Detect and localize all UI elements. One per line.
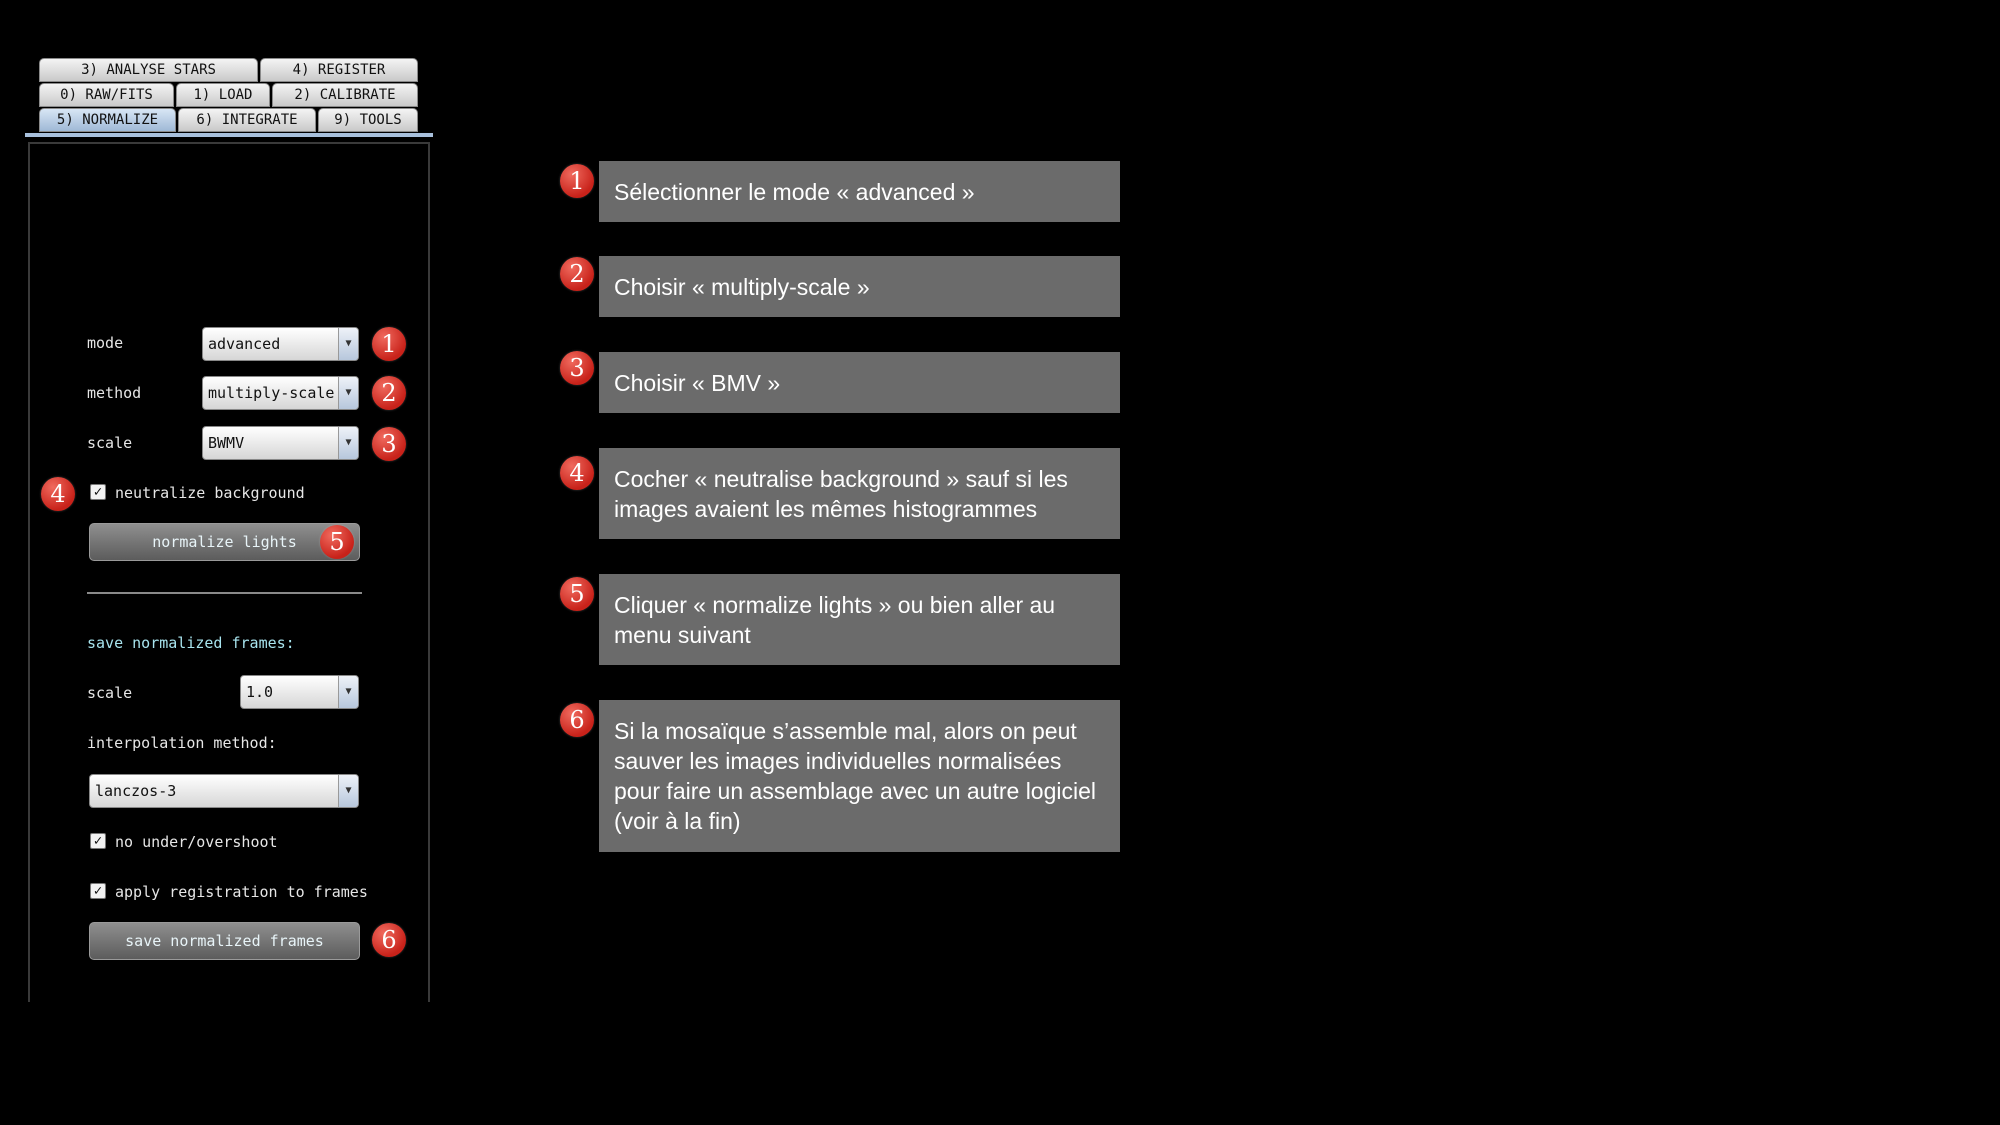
tab-bar-underline — [25, 133, 433, 137]
instruction-1 — [599, 161, 1120, 222]
instruction-badge-3: 3 — [560, 351, 594, 385]
normalize-panel — [28, 142, 430, 1002]
method-label: method — [87, 384, 142, 402]
step-badge-6: 6 — [372, 923, 406, 957]
step-badge-3: 3 — [372, 427, 406, 461]
no-overshoot-label: no under/overshoot — [115, 833, 278, 851]
instruction-2-text: Choisir « multiply-scale » — [614, 273, 870, 300]
separator — [87, 592, 362, 594]
step-badge-2: 2 — [372, 376, 406, 410]
interpolation-method-label: interpolation method: — [87, 734, 277, 752]
mode-select-value: advanced — [208, 335, 281, 353]
save-normalized-heading: save normalized frames: — [87, 634, 295, 652]
chevron-down-icon: ▼ — [338, 427, 358, 459]
chevron-down-icon: ▼ — [338, 328, 358, 360]
step-badge-1: 1 — [372, 327, 406, 361]
mode-label: mode — [87, 334, 124, 352]
save-scale-select[interactable] — [240, 675, 359, 709]
chevron-down-icon: ▼ — [338, 676, 358, 708]
instruction-badge-1: 1 — [560, 164, 594, 198]
instruction-5 — [599, 574, 1120, 665]
save-scale-label: scale — [87, 684, 133, 702]
interpolation-method-select[interactable] — [89, 774, 359, 808]
step-badge-4: 4 — [41, 477, 75, 511]
tab-integrate[interactable]: 6) INTEGRATE — [178, 108, 316, 132]
mode-select[interactable] — [202, 327, 359, 361]
tab-tools[interactable]: 9) TOOLS — [318, 108, 418, 132]
chevron-down-icon: ▼ — [338, 775, 358, 807]
chevron-down-icon: ▼ — [338, 377, 358, 409]
method-select-value: multiply-scale — [208, 384, 335, 402]
no-overshoot-checkbox[interactable]: ✓ — [90, 833, 106, 849]
scale-select[interactable] — [202, 426, 359, 460]
normalize-lights-button-label: normalize lights — [152, 533, 297, 551]
tab-analyse-stars[interactable]: 3) ANALYSE STARS — [39, 58, 258, 82]
neutralize-background-label: neutralize background — [115, 484, 305, 502]
instruction-6 — [599, 700, 1120, 852]
interpolation-method-select-value: lanczos-3 — [95, 782, 177, 800]
scale-label: scale — [87, 434, 133, 452]
instruction-6-text: Si la mosaïque s’assemble mal, alors on peut sauver les images individuelles normalisées pour faire un assemblage avec un autre logiciel (voir à la fin) — [614, 718, 1097, 834]
step-badge-5: 5 — [320, 525, 354, 559]
apply-registration-label: apply registration to frames — [115, 883, 368, 901]
instruction-5-text: Cliquer « normalize lights » ou bien aller au menu suivant — [614, 591, 1056, 648]
instruction-3 — [599, 352, 1120, 413]
method-select[interactable] — [202, 376, 359, 410]
instruction-4 — [599, 448, 1120, 539]
neutralize-background-checkbox[interactable]: ✓ — [90, 484, 106, 500]
instruction-4-text: Cocher « neutralise background » sauf si les images avaient les mêmes histogrammes — [614, 465, 1068, 522]
save-normalized-frames-button-label: save normalized frames — [125, 932, 324, 950]
tab-normalize[interactable]: 5) NORMALIZE — [39, 108, 176, 132]
instruction-badge-4: 4 — [560, 456, 594, 490]
tab-calibrate[interactable]: 2) CALIBRATE — [272, 83, 418, 107]
instruction-1-text: Sélectionner le mode « advanced » — [614, 178, 975, 205]
instruction-3-text: Choisir « BMV » — [614, 369, 781, 396]
apply-registration-checkbox[interactable]: ✓ — [90, 883, 106, 899]
save-scale-select-value: 1.0 — [246, 683, 274, 701]
tab-load[interactable]: 1) LOAD — [176, 83, 270, 107]
tab-register[interactable]: 4) REGISTER — [260, 58, 418, 82]
instruction-2 — [599, 256, 1120, 317]
instruction-badge-2: 2 — [560, 257, 594, 291]
save-normalized-frames-button[interactable] — [89, 922, 360, 960]
tab-raw-fits[interactable]: 0) RAW/FITS — [39, 83, 174, 107]
scale-select-value: BWMV — [208, 434, 245, 452]
instruction-badge-6: 6 — [560, 703, 594, 737]
instruction-badge-5: 5 — [560, 577, 594, 611]
